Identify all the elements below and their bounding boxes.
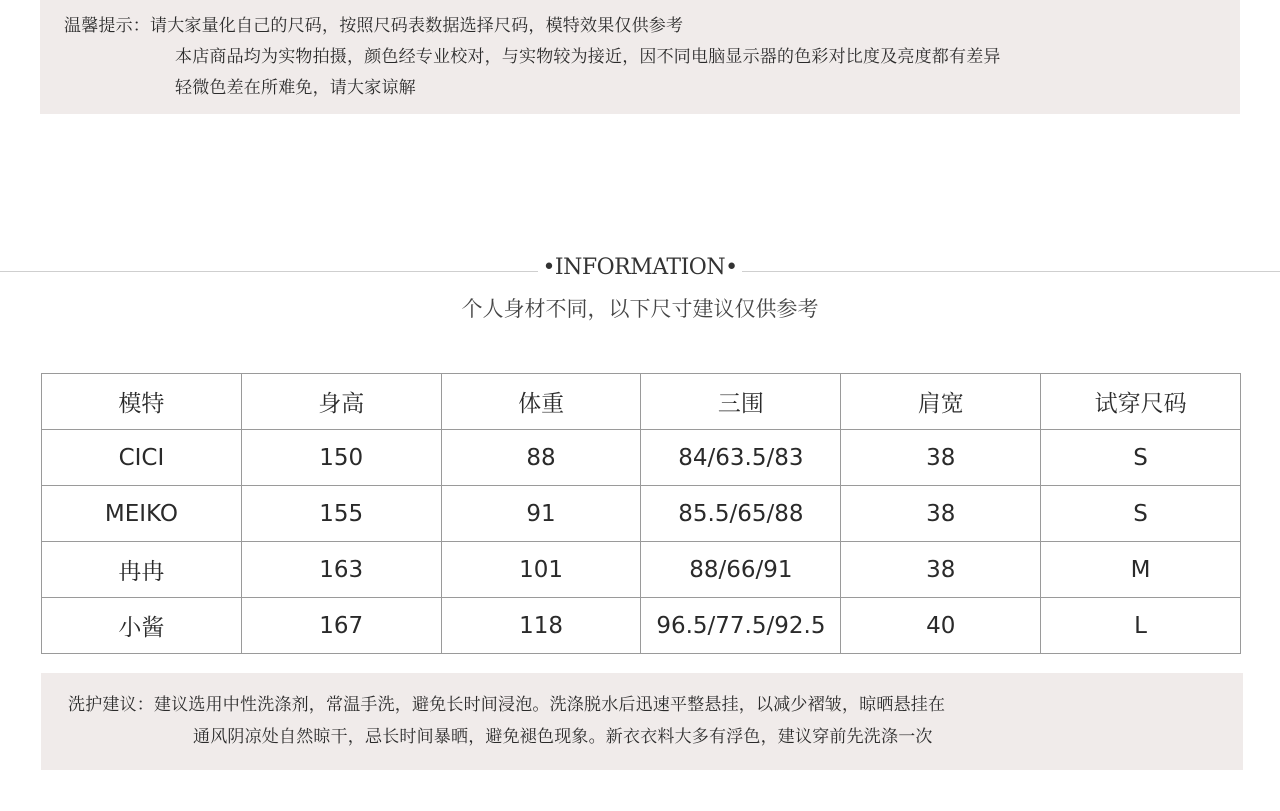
cell-model: CICI xyxy=(42,430,242,486)
cell-size: M xyxy=(1041,542,1241,598)
care-line-1: 洗护建议：建议选用中性洗涤剂，常温手洗，避免长时间浸泡。洗涤脱水后迅速平整悬挂，以减少褶皱，晾晒悬挂在 xyxy=(68,695,946,715)
header-weight: 体重 xyxy=(441,374,641,430)
size-table xyxy=(41,373,1241,654)
cell-model: 小酱 xyxy=(42,598,242,654)
notice-line-1: 温馨提示：请大家量化自己的尺码，按照尺码表数据选择尺码，模特效果仅供参考 xyxy=(64,16,684,36)
header-height: 身高 xyxy=(241,374,441,430)
table-row xyxy=(42,598,1241,654)
cell-height: 163 xyxy=(241,542,441,598)
header-measurements: 三围 xyxy=(641,374,841,430)
info-title: •INFORMATION• xyxy=(538,255,741,280)
cell-model: 冉冉 xyxy=(42,542,242,598)
cell-size: S xyxy=(1041,486,1241,542)
table-header-row xyxy=(42,374,1241,430)
cell-measurements: 85.5/65/88 xyxy=(641,486,841,542)
cell-measurements: 88/66/91 xyxy=(641,542,841,598)
cell-weight: 101 xyxy=(441,542,641,598)
care-line-2: 通风阴凉处自然晾干，忌长时间暴晒，避免褪色现象。新衣衣料大多有浮色，建议穿前先洗涤一次 xyxy=(193,727,933,747)
cell-shoulder: 38 xyxy=(841,542,1041,598)
cell-weight: 118 xyxy=(441,598,641,654)
notice-line-3: 轻微色差在所难免，请大家谅解 xyxy=(175,78,416,98)
table-row xyxy=(42,430,1241,486)
header-model: 模特 xyxy=(42,374,242,430)
cell-shoulder: 38 xyxy=(841,486,1041,542)
cell-weight: 91 xyxy=(441,486,641,542)
notice-panel xyxy=(40,0,1240,114)
cell-height: 155 xyxy=(241,486,441,542)
cell-height: 167 xyxy=(241,598,441,654)
info-subtitle: 个人身材不同，以下尺寸建议仅供参考 xyxy=(461,297,819,321)
header-size: 试穿尺码 xyxy=(1041,374,1241,430)
header-shoulder: 肩宽 xyxy=(841,374,1041,430)
cell-measurements: 84/63.5/83 xyxy=(641,430,841,486)
cell-weight: 88 xyxy=(441,430,641,486)
table-row xyxy=(42,486,1241,542)
notice-line-2: 本店商品均为实物拍摄，颜色经专业校对，与实物较为接近，因不同电脑显示器的色彩对比度及亮度都有差异 xyxy=(175,47,1001,67)
cell-shoulder: 38 xyxy=(841,430,1041,486)
care-panel xyxy=(41,673,1243,770)
table-row xyxy=(42,542,1241,598)
cell-model: MEIKO xyxy=(42,486,242,542)
cell-shoulder: 40 xyxy=(841,598,1041,654)
cell-size: L xyxy=(1041,598,1241,654)
cell-measurements: 96.5/77.5/92.5 xyxy=(641,598,841,654)
cell-height: 150 xyxy=(241,430,441,486)
info-heading xyxy=(0,255,1280,280)
cell-size: S xyxy=(1041,430,1241,486)
